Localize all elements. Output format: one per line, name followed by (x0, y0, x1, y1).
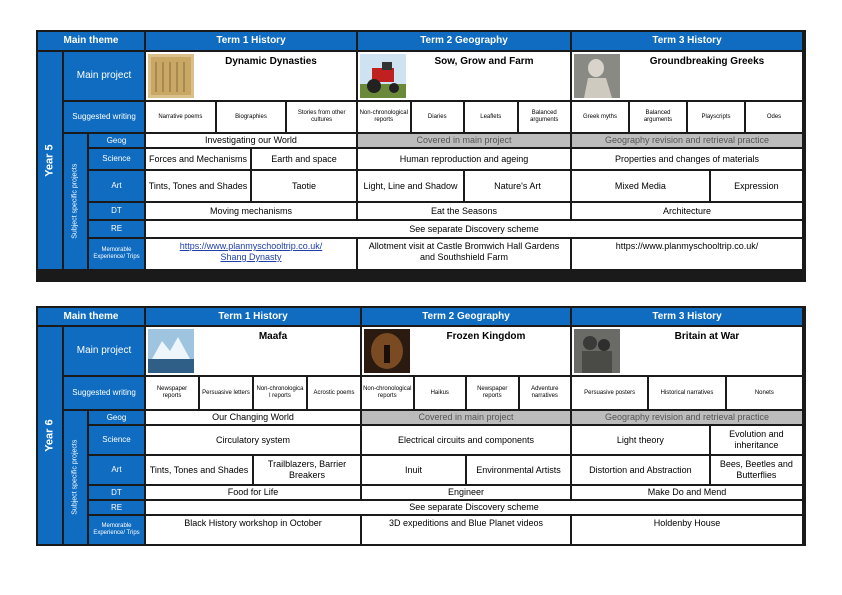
memorable-experience-label: Memorable Experience/ Trips (89, 516, 144, 544)
term2-header: Term 2 Geography (358, 32, 570, 50)
project-cell-term2 (362, 327, 570, 375)
art-label: Art (89, 456, 144, 484)
trips-term2: Allotment visit at Castle Bromwich Hall Gardens and Southshield Farm (358, 239, 570, 269)
re-label: RE (89, 501, 144, 514)
writing-item: Non-chronological reports (362, 377, 413, 409)
re-all-terms: See separate Discovery scheme (146, 501, 802, 514)
geog-term3: Geography revision and retrieval practice (572, 134, 802, 147)
suggested-writing-label: Suggested writing (64, 377, 144, 409)
science-topic: Light theory (572, 426, 709, 454)
main-theme-header: Main theme (38, 308, 144, 325)
writing-term2 (362, 377, 570, 409)
art-label: Art (89, 171, 144, 201)
art-topic: Environmental Artists (467, 456, 570, 484)
year-label: Year 6 (38, 327, 62, 544)
science-term1 (146, 149, 356, 169)
geog-term3: Geography revision and retrieval practice (572, 411, 802, 424)
geog-label: Geog (89, 134, 144, 147)
writing-item: Playscripts (688, 102, 744, 132)
project-title: Groundbreaking Greeks (649, 56, 765, 67)
project-cell-term3 (572, 52, 802, 100)
dt-label: DT (89, 486, 144, 499)
trip-link[interactable]: https://www.planmyschooltrip.co.uk/ (179, 241, 323, 251)
project-title: Dynamic Dynasties (225, 56, 317, 67)
year-label: Year 5 (38, 52, 62, 269)
soldier-statue-image (574, 329, 620, 373)
dt-term3: Make Do and Mend (572, 486, 802, 499)
art-topic: Tints, Tones and Shades (146, 456, 252, 484)
writing-term3 (572, 102, 802, 132)
subject-specific-label: Subject specific projects (64, 134, 87, 269)
trips-term3: Holdenby House (572, 516, 802, 544)
cave-explorer-image (364, 329, 410, 373)
science-topic: Evolution and inheritance (711, 426, 802, 454)
geog-term2: Covered in main project (358, 134, 570, 147)
art-topic: Taotie (252, 171, 356, 201)
art-topic: Light, Line and Shadow (358, 171, 463, 201)
main-theme-header: Main theme (38, 32, 144, 50)
writing-item: Balanced arguments (519, 102, 571, 132)
writing-item: Adventure narratives (520, 377, 571, 409)
project-cell-term2 (358, 52, 570, 100)
dt-label: DT (89, 203, 144, 219)
chinese-scroll-image (148, 54, 194, 98)
trips-term2: 3D expeditions and Blue Planet videos (362, 516, 570, 544)
subject-specific-label: Subject specific projects (64, 411, 87, 544)
dt-term1: Moving mechanisms (146, 203, 356, 219)
writing-item: Leaflets (465, 102, 517, 132)
writing-term1 (146, 102, 356, 132)
main-project-label: Main project (64, 52, 144, 100)
writing-item: Persuasive posters (572, 377, 647, 409)
term1-header: Term 1 History (146, 32, 356, 50)
geog-term1: Investigating our World (146, 134, 356, 147)
geog-term1: Our Changing World (146, 411, 360, 424)
science-topic: Earth and space (252, 149, 356, 169)
project-title: Maafa (258, 331, 288, 342)
trips-term1: Black History workshop in October (146, 516, 360, 544)
dt-term1: Food for Life (146, 486, 360, 499)
memorable-experience-label: Memorable Experience/ Trips (89, 239, 144, 269)
term3-header: Term 3 History (572, 32, 802, 50)
art-topic: Nature's Art (465, 171, 570, 201)
year6-curriculum-table (36, 306, 806, 546)
writing-item: Diaries (412, 102, 464, 132)
dt-term3: Architecture (572, 203, 802, 219)
year5-curriculum-table (36, 30, 806, 282)
writing-item: Biographies (217, 102, 286, 132)
writing-item: Non-chronological reports (358, 102, 410, 132)
writing-item: Odes (746, 102, 802, 132)
art-topic: Inuit (362, 456, 465, 484)
science-label: Science (89, 426, 144, 454)
art-term1 (146, 456, 360, 484)
art-term3 (572, 456, 802, 484)
writing-item: Narrative poems (146, 102, 215, 132)
greek-statue-image (574, 54, 620, 98)
term1-header: Term 1 History (146, 308, 360, 325)
writing-item: Haikus (415, 377, 466, 409)
writing-term1 (146, 377, 360, 409)
art-term3 (572, 171, 802, 201)
term2-header: Term 2 Geography (362, 308, 570, 325)
science-term2: Electrical circuits and components (362, 426, 570, 454)
writing-item: Balanced arguments (630, 102, 686, 132)
trips-term1 (146, 239, 356, 269)
art-topic: Tints, Tones and Shades (146, 171, 250, 201)
project-title: Sow, Grow and Farm (434, 56, 534, 67)
writing-item: Newspaper reports (146, 377, 198, 409)
dt-term2: Eat the Seasons (358, 203, 570, 219)
re-label: RE (89, 221, 144, 237)
writing-item: Nonets (727, 377, 802, 409)
main-project-label: Main project (64, 327, 144, 375)
re-all-terms: See separate Discovery scheme (146, 221, 802, 237)
geog-label: Geog (89, 411, 144, 424)
writing-item: Acrostic poems (308, 377, 360, 409)
art-topic: Mixed Media (572, 171, 709, 201)
project-title: Britain at War (674, 331, 740, 342)
art-term1 (146, 171, 356, 201)
trips-term3: https://www.planmyschooltrip.co.uk/ (572, 239, 802, 269)
art-topic: Trailblazers, Barrier Breakers (254, 456, 360, 484)
art-term2 (358, 171, 570, 201)
science-term3 (572, 426, 802, 454)
suggested-writing-label: Suggested writing (64, 102, 144, 132)
iceberg-image (148, 329, 194, 373)
project-title: Frozen Kingdom (446, 331, 526, 342)
art-topic: Bees, Beetles and Butterflies (711, 456, 802, 484)
term3-header: Term 3 History (572, 308, 802, 325)
writing-item: Persuasive letters (200, 377, 252, 409)
writing-item: Greek myths (572, 102, 628, 132)
science-term3: Properties and changes of materials (572, 149, 802, 169)
writing-item: Historical narratives (649, 377, 724, 409)
project-cell-term3 (572, 327, 802, 375)
writing-term2 (358, 102, 570, 132)
art-term2 (362, 456, 570, 484)
science-topic: Forces and Mechanisms (146, 149, 250, 169)
art-topic: Distortion and Abstraction (572, 456, 709, 484)
project-cell-term1 (146, 327, 360, 375)
geog-term2: Covered in main project (362, 411, 570, 424)
dt-term2: Engineer (362, 486, 570, 499)
science-term2: Human reproduction and ageing (358, 149, 570, 169)
writing-item: Newspaper reports (467, 377, 518, 409)
project-cell-term1 (146, 52, 356, 100)
science-label: Science (89, 149, 144, 169)
writing-term3 (572, 377, 802, 409)
art-topic: Expression (711, 171, 802, 201)
writing-item: Stories from other cultures (287, 102, 356, 132)
science-term1: Circulatory system (146, 426, 360, 454)
red-tractor-image (360, 54, 406, 98)
trip-link-shang[interactable]: Shang Dynasty (220, 251, 282, 262)
writing-item: Non-chronologica l reports (254, 377, 306, 409)
